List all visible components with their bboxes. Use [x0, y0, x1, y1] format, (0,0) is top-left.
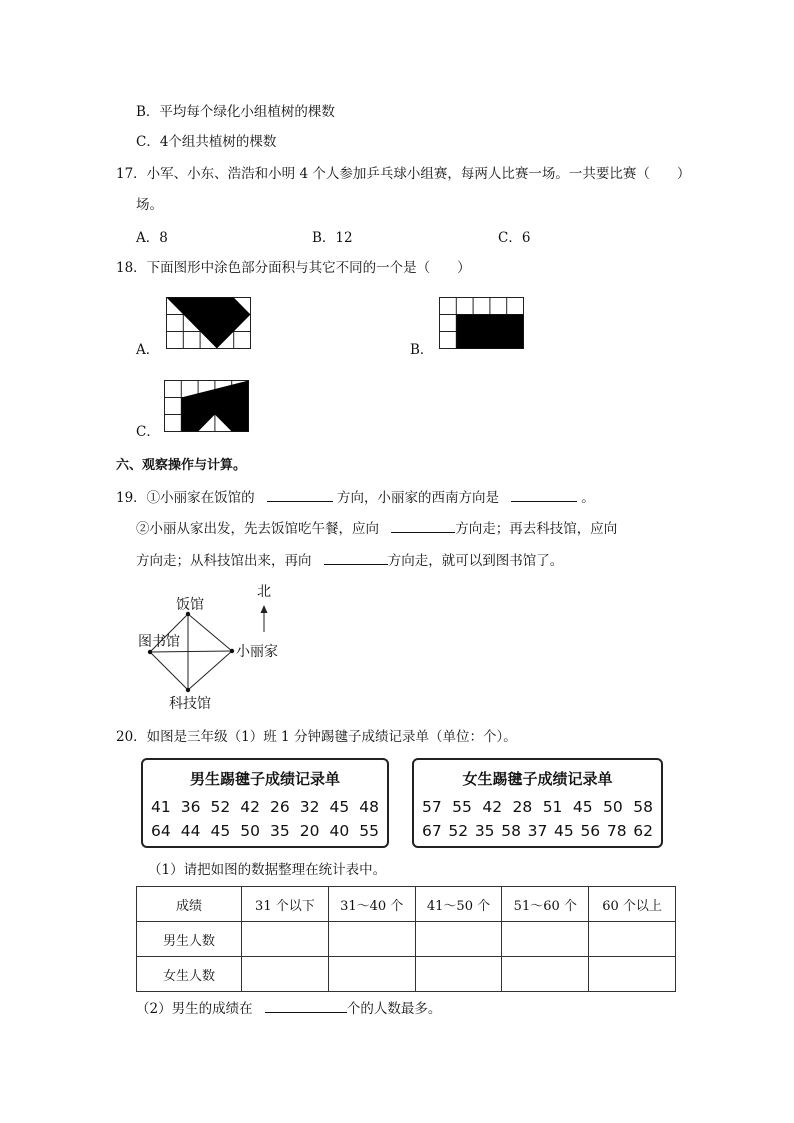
table-header-cell: 60 个以上: [589, 887, 676, 922]
q17-option-a: A．8: [136, 230, 168, 246]
score: 50: [603, 798, 623, 816]
table-header-row: [137, 887, 676, 922]
home-dot: [230, 649, 234, 653]
q18-label-c: C．: [136, 424, 160, 440]
score: 58: [633, 798, 653, 816]
q18-stem: 18．下面图形中涂色部分面积与其它不同的一个是（ ）: [116, 260, 471, 276]
score: 28: [512, 798, 533, 816]
girls-row-2: [422, 822, 653, 840]
score: 45: [329, 798, 350, 816]
girls-record-card: [412, 758, 663, 848]
q18-figure-a: [166, 297, 252, 351]
answer-cell[interactable]: [415, 957, 502, 992]
answer-cell[interactable]: [328, 922, 415, 957]
score: 45: [210, 822, 231, 840]
q19-line3: [136, 550, 563, 571]
score: 40: [329, 822, 350, 840]
score: 42: [240, 798, 260, 816]
statistics-table: [136, 886, 676, 992]
score: 48: [359, 798, 379, 816]
q17-option-b: B．12: [312, 230, 353, 246]
q19-blank-3[interactable]: [391, 518, 455, 533]
q18-label-a: A．: [136, 342, 160, 358]
north-arrow-icon: [261, 605, 268, 613]
table-header-cell: 51～60 个: [502, 887, 589, 922]
library-dot: [148, 650, 152, 654]
score: 37: [527, 822, 548, 840]
q19-map: [130, 578, 300, 716]
q16-option-c: C．4个组共植树的棵数: [136, 134, 277, 150]
score: 42: [482, 798, 503, 816]
score: 67: [422, 822, 442, 840]
q20-stem: 20．如图是三年级（1）班 1 分钟踢毽子成绩记录单（单位：个）。: [116, 729, 517, 745]
q18-figure-b: [439, 297, 525, 351]
score: 52: [448, 822, 469, 840]
score: 36: [180, 798, 201, 816]
answer-cell[interactable]: [242, 922, 329, 957]
q20-blank[interactable]: [265, 998, 347, 1013]
q19-line2-text-a: ②小丽从家出发，先去饭馆吃午餐，应向: [136, 521, 379, 537]
score: 51: [542, 798, 563, 816]
q19-line1: [116, 487, 595, 508]
table-row: [137, 922, 676, 957]
q20-sub2: [136, 998, 441, 1019]
boys-card-title: 男生踢毽子成绩记录单: [189, 770, 340, 788]
museum-dot: [186, 688, 190, 692]
row-label-boys: 男生人数: [137, 922, 242, 957]
score: 45: [554, 822, 574, 840]
q18-b-shaded: [456, 315, 523, 349]
score: 32: [299, 798, 320, 816]
answer-cell[interactable]: [415, 922, 502, 957]
q19-blank-2[interactable]: [511, 487, 577, 502]
q19-blank-5[interactable]: [324, 550, 388, 565]
girls-card-title: 女生踢毽子成绩记录单: [462, 770, 613, 788]
table-header-cell: 成绩: [137, 887, 242, 922]
score: 44: [180, 822, 201, 840]
section-6-heading: 六、观察操作与计算。: [116, 458, 247, 473]
table-header-cell: 31～40 个: [328, 887, 415, 922]
q17-stem-cont: 场。: [136, 197, 163, 213]
home-label: 小丽家: [236, 644, 278, 660]
q20-sub2-text-b: 个的人数最多。: [346, 1001, 442, 1017]
q20-sub2-text-a: （2）男生的成绩在: [136, 1001, 253, 1017]
q17-stem: 17．小军、小东、浩浩和小明 4 个人参加乒乓球小组赛，每两人比赛一场。一共要比赛（ ）: [116, 166, 691, 182]
q19-blank-1[interactable]: [267, 487, 333, 502]
answer-cell[interactable]: [589, 922, 676, 957]
restaurant-label: 饭馆: [176, 597, 204, 613]
q19-line3-text-a: 方向走；从科技馆出来，再向: [136, 553, 312, 569]
score: 62: [633, 822, 653, 840]
q19-line1-text-b: 方向，小丽家的西南方向是: [336, 490, 499, 506]
score: 35: [270, 822, 290, 840]
answer-cell[interactable]: [502, 922, 589, 957]
museum-label: 科技馆: [169, 696, 211, 712]
q18-label-b: B．: [410, 342, 434, 358]
boys-row-2: [151, 822, 379, 840]
girls-row-1: [422, 798, 653, 816]
score: 55: [359, 822, 379, 840]
q18-figure-c: [164, 380, 250, 434]
score: 26: [270, 798, 290, 816]
score: 55: [452, 798, 472, 816]
score: 57: [422, 798, 442, 816]
score: 52: [210, 798, 231, 816]
answer-cell[interactable]: [328, 957, 415, 992]
q19-line2: [136, 518, 617, 539]
map-lines: [150, 614, 232, 690]
score: 50: [240, 822, 260, 840]
table-row: [137, 957, 676, 992]
score: 78: [606, 822, 627, 840]
q19-line1-text-a: 19．①小丽家在饭馆的: [116, 490, 255, 506]
answer-cell[interactable]: [502, 957, 589, 992]
score: 58: [501, 822, 521, 840]
answer-cell[interactable]: [589, 957, 676, 992]
score: 45: [572, 798, 593, 816]
row-label-girls: 女生人数: [137, 957, 242, 992]
score: 20: [299, 822, 320, 840]
q19-line1-text-c: 。: [581, 490, 595, 506]
score: 41: [151, 798, 171, 816]
north-label: 北: [257, 584, 271, 600]
library-label: 图书馆: [138, 634, 180, 650]
q16-option-b: B．平均每个绿化小组植树的棵数: [136, 104, 335, 120]
boys-row-1: [151, 798, 379, 816]
q19-line2-text-b: 方向走；再去科技馆，应向: [455, 521, 618, 537]
score: 64: [151, 822, 171, 840]
table-header-cell: 31 个以下: [242, 887, 329, 922]
boys-record-card: [141, 758, 389, 848]
q20-sub1: （1）请把如图的数据整理在统计表中。: [148, 862, 387, 878]
q19-line3-text-b: 方向走，就可以到图书馆了。: [387, 553, 564, 569]
score: 56: [580, 822, 601, 840]
score: 35: [474, 822, 495, 840]
answer-cell[interactable]: [242, 957, 329, 992]
q17-option-c: C．6: [498, 230, 531, 246]
table-header-cell: 41～50 个: [415, 887, 502, 922]
q18-a-shaded: [167, 298, 251, 349]
